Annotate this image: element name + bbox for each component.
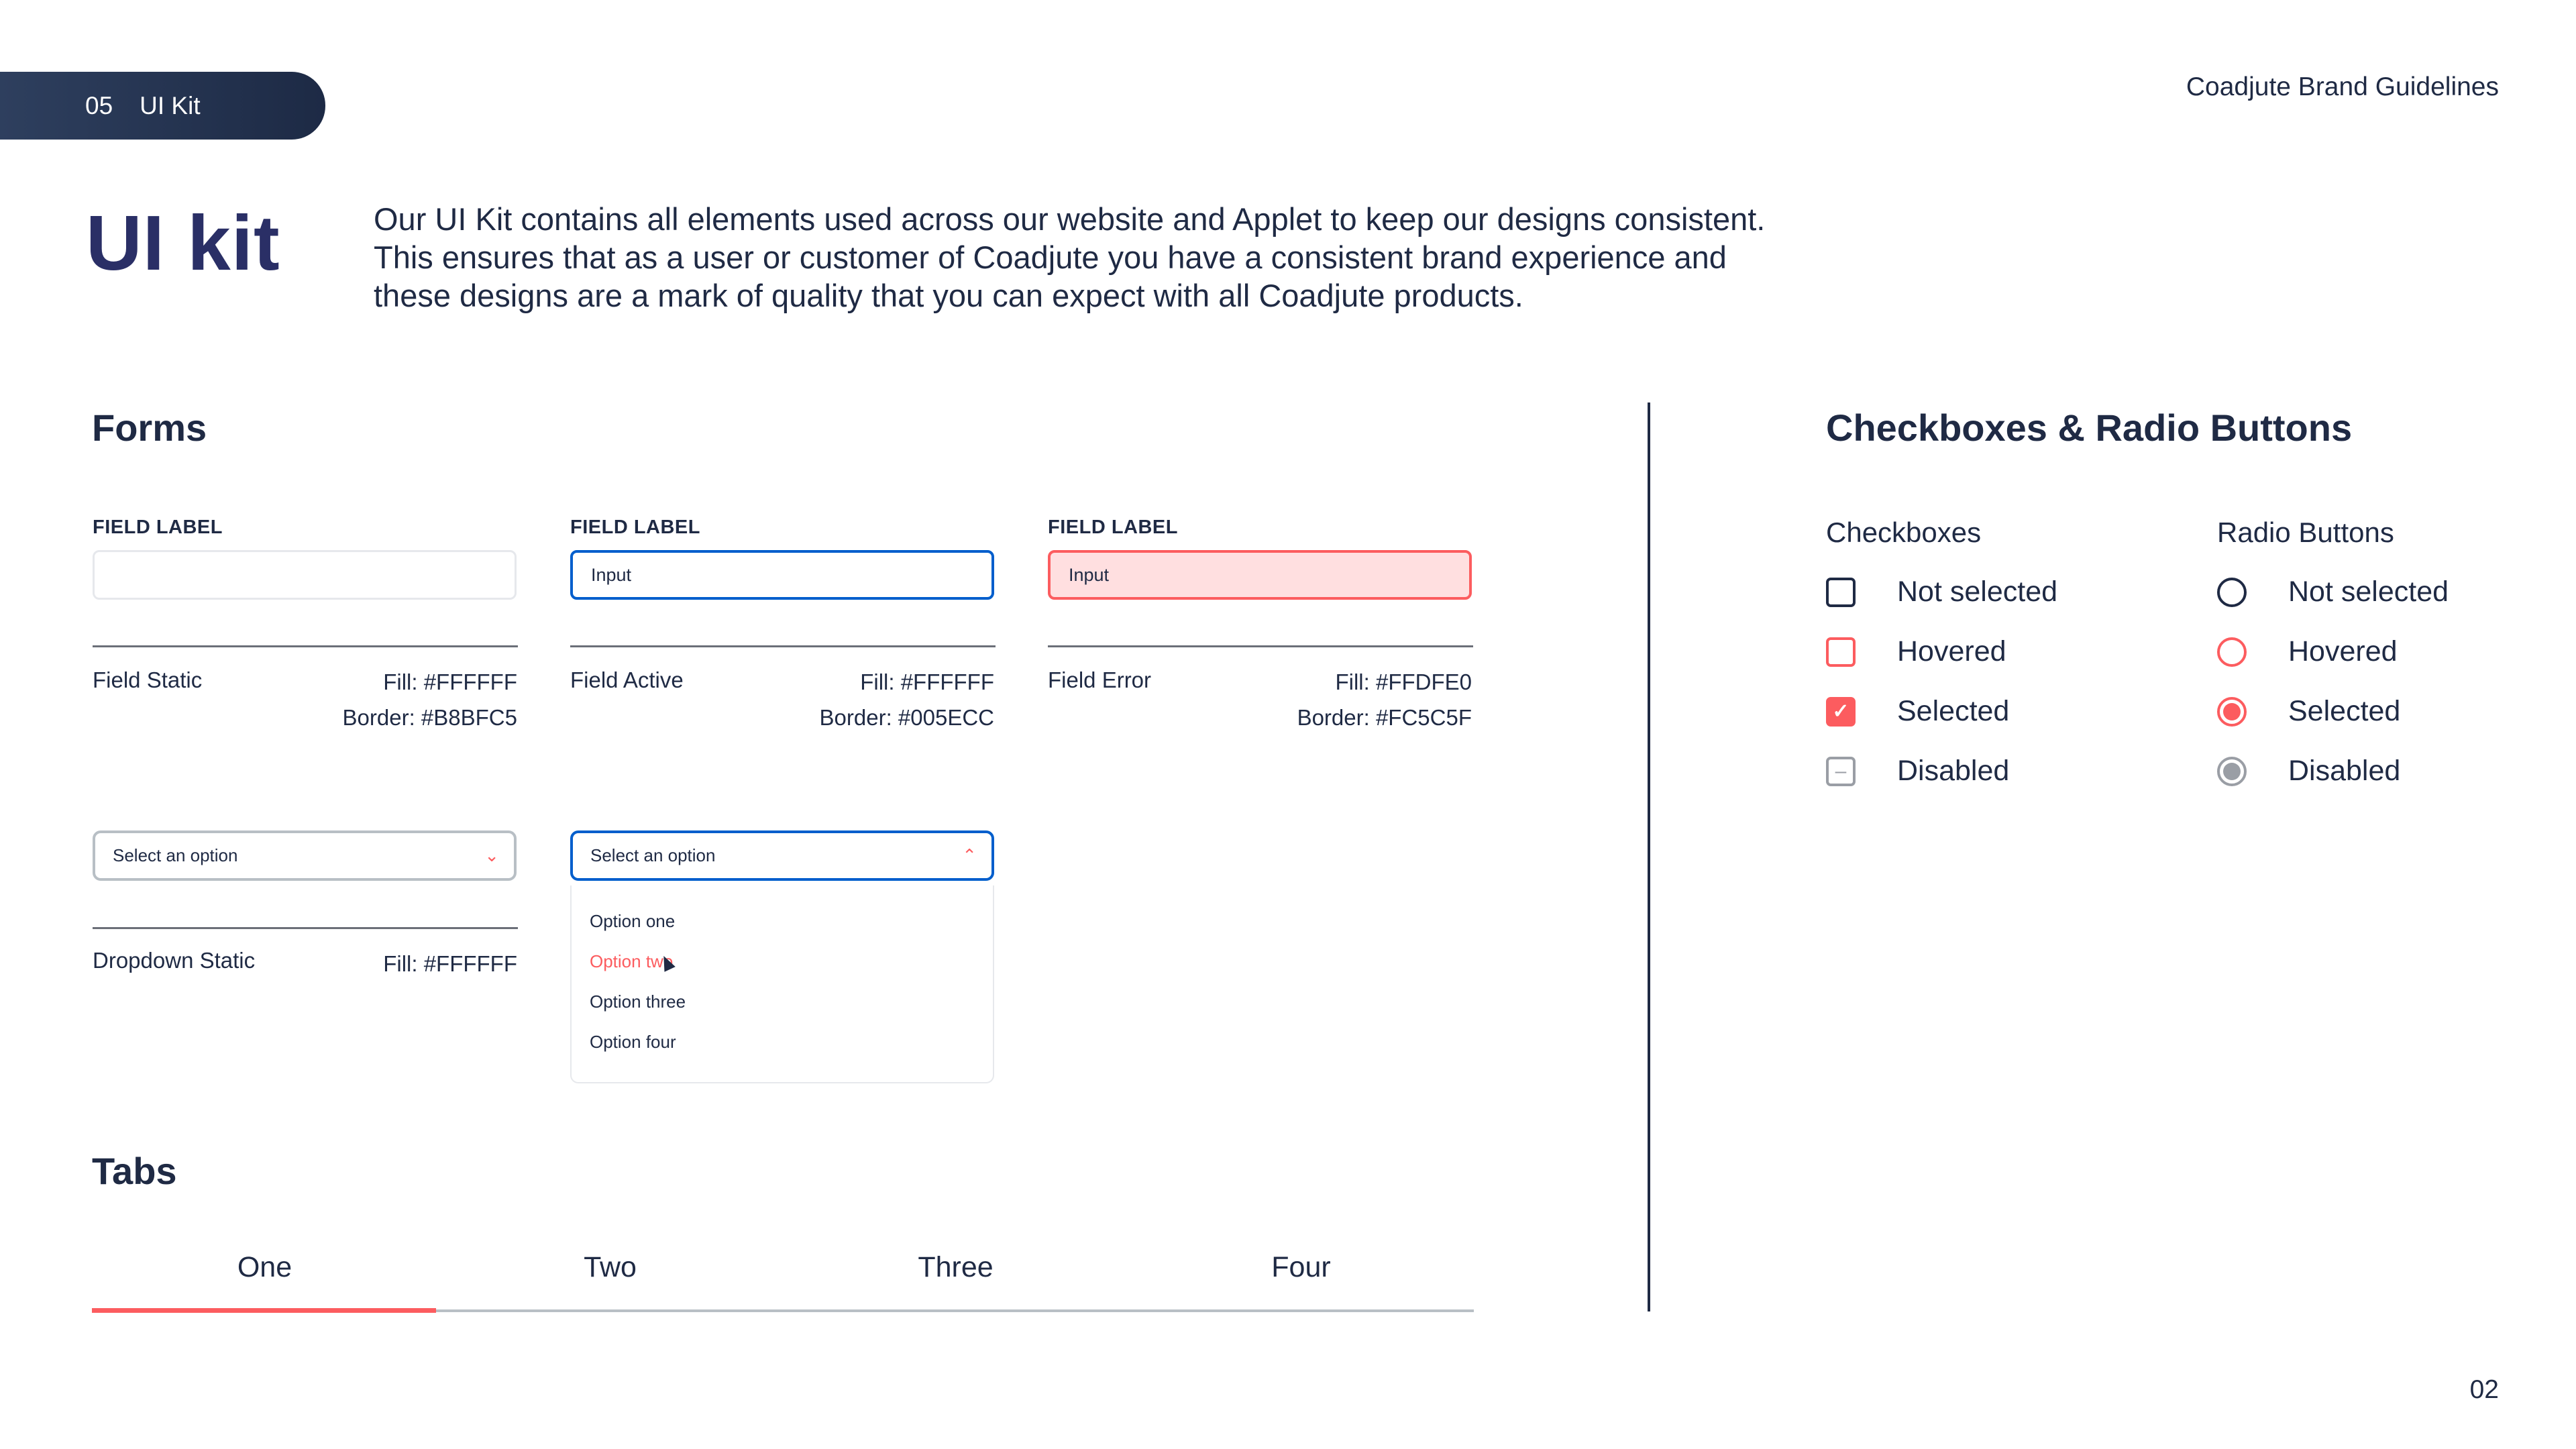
field-static-input[interactable] (93, 550, 517, 600)
divider-line (1048, 645, 1473, 647)
tab-four[interactable]: Four (1271, 1251, 1331, 1283)
field-active-input[interactable]: Input (570, 550, 994, 600)
field-static-name: Field Static (93, 667, 203, 692)
checkbox-row (1826, 622, 2057, 682)
radio-row (2217, 562, 2449, 622)
radio-row (2217, 682, 2449, 741)
fill-value: Fill: #FFDFE0 (1335, 669, 1472, 694)
checkbox-hovered[interactable] (1826, 637, 1856, 667)
checkbox-row (1826, 741, 2057, 801)
field-active-specs (753, 664, 994, 735)
divider-line (93, 927, 518, 929)
border-value: Border: #FC5C5F (1297, 705, 1472, 730)
section-title: UI Kit (140, 91, 201, 119)
dropdown-static-name: Dropdown Static (93, 948, 256, 973)
section-pill (0, 72, 325, 140)
checkbox-list (1826, 562, 2057, 801)
radio-list (2217, 562, 2449, 801)
intro-text (374, 200, 1917, 315)
dropdown-option[interactable]: Option one (590, 911, 676, 931)
radio-label: Hovered (2288, 635, 2398, 667)
checkbox-disabled (1826, 757, 1856, 786)
radios-heading: Radio Buttons (2217, 517, 2394, 548)
field-error-input[interactable]: Input (1048, 550, 1472, 600)
forms-heading: Forms (92, 407, 207, 449)
minus-icon: – (1835, 759, 1847, 782)
brand-name: Coadjute Brand Guidelines (2186, 72, 2499, 101)
checkbox-row (1826, 562, 2057, 622)
field-label: FIELD LABEL (1048, 517, 1178, 538)
checkmark-icon: ✓ (1832, 700, 1849, 722)
tab-active-indicator (92, 1308, 436, 1313)
section-number: 05 (85, 91, 113, 119)
field-error-specs (1230, 664, 1472, 735)
dropdown-option[interactable]: Option four (590, 1032, 676, 1052)
dropdown-menu (570, 885, 994, 1083)
divider-line (570, 645, 996, 647)
checkbox-row (1826, 682, 2057, 741)
dropdown-active[interactable] (570, 830, 994, 881)
border-value: Border: #B8BFC5 (342, 705, 517, 730)
dropdown-option-hovered[interactable]: Option two (590, 951, 674, 971)
radio-not-selected[interactable] (2217, 578, 2247, 607)
field-active-name: Field Active (570, 667, 684, 692)
page-title: UI kit (86, 199, 280, 286)
checkbox-label: Disabled (1897, 755, 2010, 787)
tab-one[interactable]: One (237, 1251, 292, 1283)
choices-heading: Checkboxes & Radio Buttons (1826, 407, 2353, 449)
radio-disabled (2217, 757, 2247, 786)
tab-two[interactable]: Two (584, 1251, 637, 1283)
field-label: FIELD LABEL (93, 517, 223, 538)
field-error-name: Field Error (1048, 667, 1152, 692)
radio-row (2217, 622, 2449, 682)
border-value: Border: #005ECC (819, 705, 994, 730)
dropdown-static-fill: Fill: #FFFFFF (383, 951, 517, 976)
divider-line (93, 645, 518, 647)
fill-value: Fill: #FFFFFF (860, 669, 994, 694)
field-static-specs (276, 664, 517, 735)
checkboxes-heading: Checkboxes (1826, 517, 1982, 548)
chevron-down-icon: ⌄ (484, 845, 499, 865)
radio-label: Selected (2288, 695, 2401, 727)
checkbox-label: Hovered (1897, 635, 2006, 667)
checkbox-not-selected[interactable] (1826, 578, 1856, 607)
tabs-heading: Tabs (92, 1150, 177, 1192)
checkbox-selected[interactable] (1826, 697, 1856, 727)
tab-bar (92, 1251, 1474, 1311)
radio-label: Disabled (2288, 755, 2401, 787)
dropdown-option[interactable]: Option three (590, 991, 686, 1012)
checkbox-label: Not selected (1897, 576, 2058, 608)
radio-selected[interactable] (2217, 697, 2247, 727)
section-divider (1648, 402, 1650, 1311)
intro-line: Our UI Kit contains all elements used across our website and Applet to keep our designs consistent. (374, 201, 1766, 237)
chevron-up-icon: ⌃ (962, 845, 977, 865)
dropdown-static[interactable] (93, 830, 517, 881)
dropdown-placeholder: Select an option (590, 845, 716, 865)
dropdown-placeholder: Select an option (113, 845, 238, 865)
page-number: 02 (2469, 1375, 2499, 1404)
checkbox-label: Selected (1897, 695, 2010, 727)
intro-line: This ensures that as a user or customer of Coadjute you have a consistent brand experience and (374, 239, 1727, 275)
radio-label: Not selected (2288, 576, 2449, 608)
radio-hovered[interactable] (2217, 637, 2247, 667)
intro-line: these designs are a mark of quality that you can expect with all Coadjute products. (374, 278, 1523, 313)
field-label: FIELD LABEL (570, 517, 700, 538)
tab-three[interactable]: Three (918, 1251, 994, 1283)
fill-value: Fill: #FFFFFF (383, 669, 517, 694)
radio-row (2217, 741, 2449, 801)
